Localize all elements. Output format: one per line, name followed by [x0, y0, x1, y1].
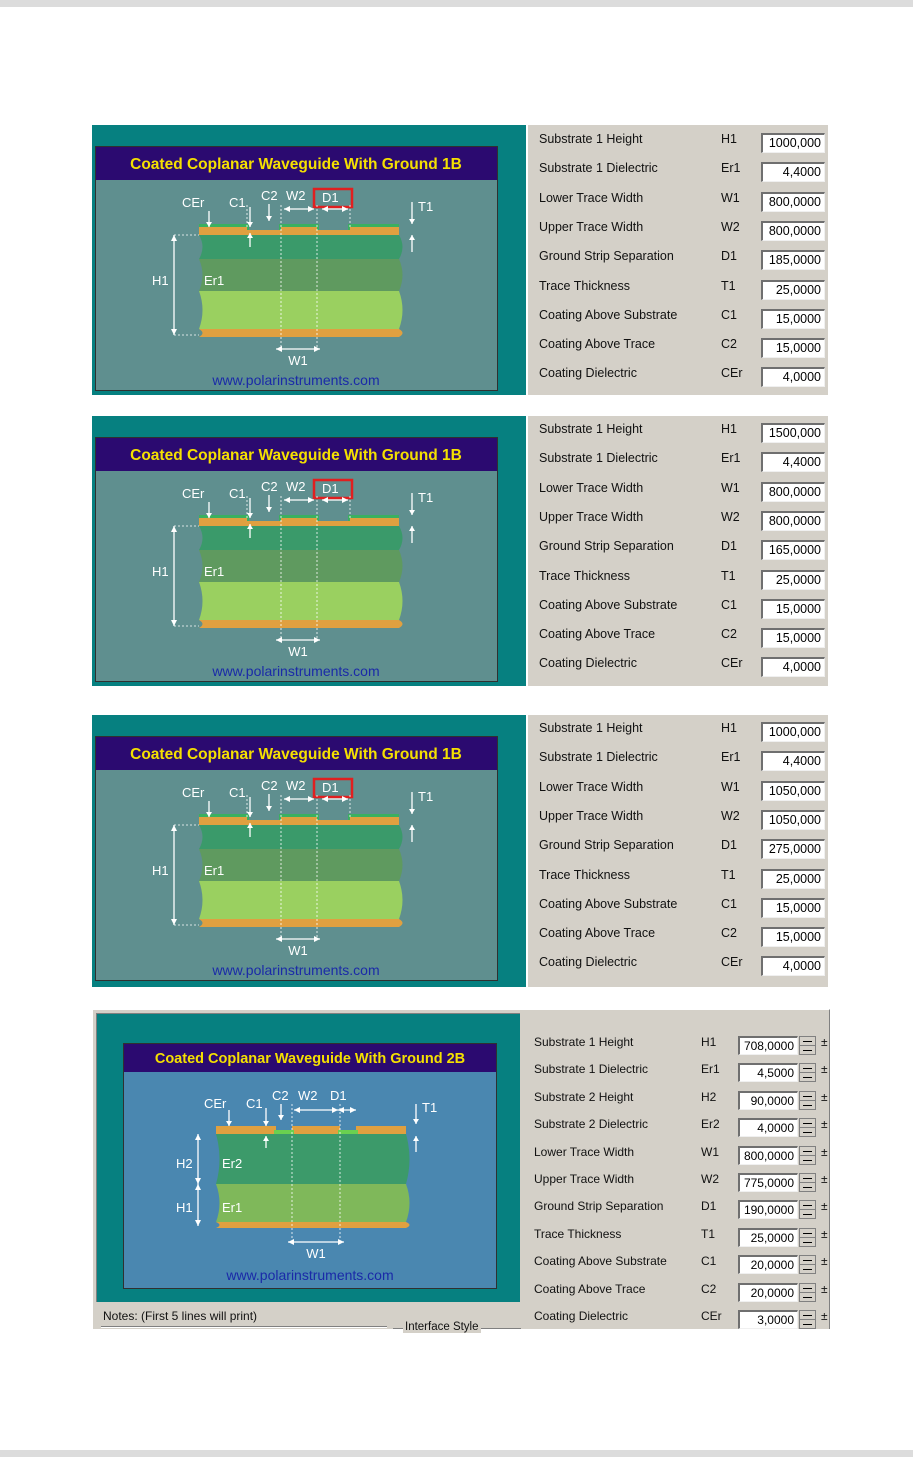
c1-label: C1: [229, 486, 246, 501]
param-label: Trace Thickness: [539, 867, 631, 882]
diagram-title: Coated Coplanar Waveguide With Ground 1B: [130, 447, 462, 464]
spin-button[interactable]: [799, 1255, 816, 1274]
param-row-w1: [523, 1140, 829, 1167]
param-label: Coating Dielectric: [539, 955, 637, 970]
param-symbol: C1: [721, 597, 737, 612]
substrate-lower: [199, 582, 403, 620]
diagram-title: Coated Coplanar Waveguide With Ground 1B: [130, 746, 462, 763]
screenshot-4: [92, 1009, 830, 1333]
param-label: Upper Trace Width: [539, 219, 644, 234]
h1-label: H1: [176, 1200, 193, 1215]
c1-label: C1: [229, 785, 246, 800]
param-value-input[interactable]: 800,0000: [738, 1146, 798, 1165]
param-row-cer: [528, 650, 828, 679]
param-row-c2: [523, 1277, 829, 1304]
notes-divider: [101, 1326, 387, 1328]
tolerance-symbol: ±: [821, 1172, 828, 1186]
w1-label: W1: [288, 353, 308, 368]
substrate-middle: [199, 259, 403, 291]
spin-up-icon[interactable]: [803, 1205, 812, 1206]
param-symbol: W1: [721, 779, 740, 794]
param-row-h1: [523, 1030, 829, 1057]
spin-down-icon[interactable]: [803, 1132, 812, 1133]
param-value-input[interactable]: 4,5000: [738, 1063, 798, 1082]
spin-down-icon[interactable]: [803, 1187, 812, 1188]
param-label: Coating Dielectric: [539, 656, 637, 671]
c1-label: C1: [246, 1096, 263, 1111]
website-url: www.polarinstruments.com: [212, 962, 380, 978]
param-symbol: H1: [721, 721, 737, 735]
param-value-input[interactable]: 4,0000: [761, 956, 825, 976]
param-label: Trace Thickness: [539, 278, 631, 293]
param-value-input[interactable]: 15,0000: [761, 599, 825, 619]
param-value-input[interactable]: 1000,000: [761, 133, 825, 153]
t1-label: T1: [418, 199, 434, 214]
cer-label: CEr: [182, 785, 205, 800]
param-symbol: W2: [721, 219, 740, 234]
param-value-input[interactable]: 1050,000: [761, 810, 825, 830]
param-value-input[interactable]: 25,0000: [761, 280, 825, 300]
param-value-input[interactable]: 3,0000: [738, 1310, 798, 1329]
param-row-h1: [528, 715, 828, 744]
param-symbol: Er1: [721, 451, 741, 466]
param-label: Ground Strip Separation: [539, 838, 674, 853]
substrate-2: [216, 1134, 410, 1184]
cer-label: CEr: [204, 1096, 227, 1111]
diagram-pane: [92, 125, 526, 395]
spin-button[interactable]: [799, 1283, 816, 1302]
ground-plane: [199, 620, 403, 628]
param-symbol: W1: [721, 480, 740, 495]
tolerance-symbol: ±: [821, 1309, 828, 1323]
diagram-pane: [96, 1013, 520, 1302]
param-label: Coating Above Trace: [539, 627, 656, 642]
tolerance-symbol: ±: [821, 1062, 828, 1077]
param-row-d1: [523, 1194, 829, 1221]
c2-label: C2: [261, 778, 278, 793]
param-row-d1: [528, 533, 828, 562]
param-label: Coating Dielectric: [534, 1309, 629, 1323]
c2-label: C2: [272, 1088, 289, 1103]
param-row-er1: [523, 1057, 829, 1084]
c2-label: C2: [261, 188, 278, 203]
cer-label: CEr: [182, 195, 205, 210]
parameter-panel: [526, 416, 828, 686]
spin-down-icon[interactable]: [803, 1269, 812, 1270]
substrate-lower: [199, 291, 403, 329]
spin-down-icon[interactable]: [803, 1105, 812, 1106]
ground-plane: [199, 919, 403, 927]
param-row-c2: [528, 920, 828, 949]
param-value-input[interactable]: 25,0000: [761, 570, 825, 590]
spin-down-icon[interactable]: [803, 1297, 812, 1298]
param-label: Coating Above Substrate: [534, 1254, 667, 1269]
param-value-input[interactable]: 4,4000: [761, 452, 825, 472]
param-row-c2: [528, 331, 828, 360]
param-row-w2: [528, 803, 828, 832]
param-label: Coating Dielectric: [539, 366, 637, 381]
spin-button[interactable]: [799, 1173, 816, 1192]
spin-up-icon[interactable]: [803, 1041, 812, 1042]
param-value-input[interactable]: 15,0000: [761, 309, 825, 329]
param-value-input[interactable]: 4,0000: [738, 1118, 798, 1137]
spin-up-icon[interactable]: [803, 1288, 812, 1289]
spin-down-icon[interactable]: [803, 1160, 812, 1161]
param-label: Coating Above Trace: [539, 926, 656, 941]
param-row-w1: [528, 774, 828, 803]
param-row-w2: [528, 504, 828, 533]
param-label: Upper Trace Width: [539, 509, 644, 524]
structure-diagram: [95, 736, 498, 981]
param-value-input[interactable]: 800,0000: [761, 482, 825, 502]
param-value-input[interactable]: 1000,000: [761, 722, 825, 742]
spin-button[interactable]: [799, 1118, 816, 1137]
param-label: Ground Strip Separation: [539, 249, 674, 264]
c2-label: C2: [261, 479, 278, 494]
top-rule: [0, 0, 913, 7]
param-symbol: W2: [721, 509, 740, 524]
param-row-c1: [528, 891, 828, 920]
substrate-upper: [199, 526, 403, 550]
tolerance-symbol: ±: [821, 1281, 828, 1296]
param-value-input[interactable]: 4,0000: [761, 657, 825, 677]
h1-label: H1: [152, 564, 169, 579]
param-row-c1: [528, 302, 828, 331]
param-row-cer: [523, 1304, 829, 1331]
param-row-t1: [528, 862, 828, 891]
cer-label: CEr: [182, 486, 205, 501]
param-value-input[interactable]: 15,0000: [761, 927, 825, 947]
param-symbol: C1: [721, 896, 737, 911]
param-value-input[interactable]: 185,0000: [761, 250, 825, 270]
param-symbol: C1: [721, 307, 737, 322]
t1-label: T1: [418, 490, 434, 505]
t1-label: T1: [418, 789, 434, 804]
param-value-input[interactable]: 800,0000: [761, 511, 825, 531]
bottom-rule: [0, 1450, 913, 1457]
spin-down-icon[interactable]: [803, 1242, 812, 1243]
er1-label: Er1: [204, 863, 225, 878]
diagram-title: Coated Coplanar Waveguide With Ground 1B: [130, 156, 462, 173]
substrate-lower: [199, 881, 403, 919]
param-symbol: W1: [721, 190, 740, 205]
param-label: Substrate 2 Dielectric: [534, 1117, 649, 1132]
param-row-cer: [528, 949, 828, 978]
structure-diagram: [95, 437, 498, 682]
spin-button[interactable]: [799, 1091, 816, 1110]
param-label: Upper Trace Width: [534, 1172, 635, 1186]
spin-down-icon[interactable]: [803, 1050, 812, 1051]
param-value-input[interactable]: 800,0000: [761, 192, 825, 212]
param-label: Substrate 1 Height: [539, 721, 643, 735]
param-row-d1: [528, 243, 828, 272]
param-value-input[interactable]: 165,0000: [761, 540, 825, 560]
diagram-pane: [92, 416, 526, 686]
param-value-input[interactable]: 4,0000: [761, 367, 825, 387]
param-label: Coating Above Substrate: [539, 597, 678, 612]
tolerance-symbol: ±: [821, 1035, 828, 1049]
spin-button[interactable]: [799, 1310, 816, 1329]
spin-up-icon[interactable]: [803, 1260, 812, 1261]
param-symbol: W1: [701, 1144, 719, 1159]
param-symbol: Er2: [701, 1117, 720, 1132]
param-row-er1: [528, 744, 828, 773]
param-row-er1: [528, 445, 828, 474]
c1-label: C1: [229, 195, 246, 210]
param-label: Substrate 1 Height: [539, 132, 643, 146]
param-label: Coating Above Trace: [539, 337, 656, 352]
param-row-cer: [528, 360, 828, 389]
substrate-middle: [199, 550, 403, 582]
spin-button[interactable]: [799, 1200, 816, 1219]
website-url: www.polarinstruments.com: [212, 663, 380, 679]
param-value-input[interactable]: 20,0000: [738, 1283, 798, 1302]
param-label: Substrate 2 Height: [534, 1089, 634, 1104]
param-label: Ground Strip Separation: [534, 1199, 664, 1214]
param-label: Substrate 1 Dielectric: [539, 750, 658, 765]
param-value-input[interactable]: 25,0000: [738, 1228, 798, 1247]
param-value-input[interactable]: 708,0000: [738, 1036, 798, 1055]
screenshot-1: [92, 125, 828, 395]
tolerance-symbol: ±: [821, 1199, 828, 1214]
param-value-input[interactable]: 20,0000: [738, 1255, 798, 1274]
param-label: Substrate 1 Dielectric: [539, 161, 658, 176]
w1-label: W1: [288, 943, 308, 958]
d1-label: D1: [322, 780, 339, 795]
ground-strip-left: [216, 1126, 276, 1134]
param-symbol: H1: [721, 422, 737, 436]
param-label: Substrate 1 Dielectric: [534, 1062, 649, 1077]
param-symbol: CEr: [721, 366, 743, 381]
substrate-middle: [199, 849, 403, 881]
param-row-c2: [528, 621, 828, 650]
param-value-input[interactable]: 1050,000: [761, 781, 825, 801]
tolerance-symbol: ±: [821, 1254, 828, 1269]
spin-up-icon[interactable]: [803, 1151, 812, 1152]
param-row-d1: [528, 832, 828, 861]
param-symbol: CEr: [701, 1309, 722, 1323]
param-symbol: Er1: [721, 750, 741, 765]
spin-up-icon[interactable]: [803, 1178, 812, 1179]
param-symbol: C2: [721, 627, 737, 642]
spin-button[interactable]: [799, 1146, 816, 1165]
param-symbol: W2: [701, 1172, 719, 1186]
param-symbol: C2: [721, 337, 737, 352]
ground-plane: [216, 1222, 410, 1228]
param-value-input[interactable]: 15,0000: [761, 628, 825, 648]
param-label: Coating Above Trace: [534, 1281, 646, 1296]
param-label: Lower Trace Width: [539, 190, 644, 205]
param-symbol: C2: [701, 1281, 717, 1296]
er2-label: Er2: [222, 1156, 243, 1171]
spin-button[interactable]: [799, 1228, 816, 1247]
param-value-input[interactable]: 25,0000: [761, 869, 825, 889]
screenshot-2: [92, 416, 828, 686]
param-symbol: H1: [721, 132, 737, 146]
param-value-input[interactable]: 4,4000: [761, 751, 825, 771]
param-row-w2: [528, 214, 828, 243]
param-symbol: CEr: [721, 955, 743, 970]
param-label: Lower Trace Width: [539, 779, 644, 794]
param-label: Trace Thickness: [534, 1226, 622, 1241]
tolerance-symbol: ±: [821, 1089, 828, 1104]
param-value-input[interactable]: 90,0000: [738, 1091, 798, 1110]
param-label: Coating Above Substrate: [539, 307, 678, 322]
d1-label: D1: [330, 1088, 347, 1103]
param-row-c1: [528, 592, 828, 621]
param-symbol: D1: [721, 838, 737, 853]
signal-trace: [292, 1126, 340, 1134]
param-symbol: H2: [701, 1089, 717, 1104]
param-value-input[interactable]: 275,0000: [761, 839, 825, 859]
website-url: www.polarinstruments.com: [212, 372, 380, 388]
param-symbol: H1: [701, 1035, 717, 1049]
tolerance-symbol: ±: [821, 1226, 828, 1241]
spin-down-icon[interactable]: [803, 1214, 812, 1215]
param-symbol: C1: [701, 1254, 717, 1269]
w2-label: W2: [286, 778, 306, 793]
h2-label: H2: [176, 1156, 193, 1171]
param-value-input[interactable]: 775,0000: [738, 1173, 798, 1192]
param-row-h1: [528, 126, 828, 155]
w2-label: W2: [286, 479, 306, 494]
d1-label: D1: [322, 481, 339, 496]
param-value-input[interactable]: 15,0000: [761, 338, 825, 358]
param-label: Upper Trace Width: [539, 808, 644, 823]
param-symbol: CEr: [721, 656, 743, 671]
param-row-c1: [523, 1249, 829, 1276]
param-row-t1: [523, 1222, 829, 1249]
tolerance-symbol: ±: [821, 1117, 828, 1132]
param-value-input[interactable]: 800,0000: [761, 221, 825, 241]
parameter-panel: [526, 715, 828, 987]
param-symbol: D1: [721, 249, 737, 264]
screenshot-3: [92, 715, 828, 987]
substrate-upper: [199, 235, 403, 259]
spin-button[interactable]: [799, 1036, 816, 1055]
substrate-upper: [199, 825, 403, 849]
spin-down-icon[interactable]: [803, 1324, 812, 1325]
er1-label: Er1: [222, 1200, 243, 1215]
spin-up-icon[interactable]: [803, 1096, 812, 1097]
param-symbol: W2: [721, 808, 740, 823]
param-row-er1: [528, 155, 828, 184]
param-row-w2: [523, 1167, 829, 1194]
param-symbol: D1: [701, 1199, 717, 1214]
param-label: Lower Trace Width: [534, 1144, 635, 1159]
spin-up-icon[interactable]: [803, 1123, 812, 1124]
param-row-h2: [523, 1085, 829, 1112]
diagram-pane: [92, 715, 526, 987]
w2-label: W2: [286, 188, 306, 203]
spin-down-icon[interactable]: [803, 1077, 812, 1078]
h1-label: H1: [152, 863, 169, 878]
param-value-input[interactable]: 190,0000: [738, 1200, 798, 1219]
er1-label: Er1: [204, 273, 225, 288]
parameter-panel: [523, 1010, 829, 1329]
parameter-panel: [526, 125, 828, 395]
structure-diagram: [95, 146, 498, 391]
param-value-input[interactable]: 1500,000: [761, 423, 825, 443]
ground-plane: [199, 329, 403, 337]
param-label: Trace Thickness: [539, 568, 631, 583]
param-symbol: Er1: [701, 1062, 720, 1077]
structure-diagram: [123, 1043, 497, 1289]
h1-label: H1: [152, 273, 169, 288]
param-symbol: T1: [701, 1226, 716, 1241]
signal-trace: [281, 817, 317, 821]
param-label: Substrate 1 Dielectric: [539, 451, 658, 466]
signal-trace: [281, 227, 317, 231]
spin-up-icon[interactable]: [803, 1068, 812, 1069]
param-row-er2: [523, 1112, 829, 1139]
param-symbol: T1: [721, 568, 736, 583]
spin-button[interactable]: [799, 1063, 816, 1082]
param-label: Substrate 1 Height: [534, 1035, 634, 1049]
param-row-t1: [528, 563, 828, 592]
param-label: Substrate 1 Height: [539, 422, 643, 436]
notes-label: Notes: (First 5 lines will print): [103, 1309, 258, 1323]
substrate-1: [216, 1184, 410, 1222]
t1-label: T1: [422, 1100, 438, 1115]
w1-label: W1: [288, 644, 308, 659]
signal-trace: [281, 518, 317, 522]
param-symbol: Er1: [721, 161, 741, 176]
param-symbol: C2: [721, 926, 737, 941]
param-value-input[interactable]: 15,0000: [761, 898, 825, 918]
param-label: Coating Above Substrate: [539, 896, 678, 911]
param-row-w1: [528, 475, 828, 504]
w2-label: W2: [298, 1088, 318, 1103]
diagram-title: Coated Coplanar Waveguide With Ground 2B: [154, 1051, 466, 1067]
param-label: Lower Trace Width: [539, 480, 644, 495]
param-row-t1: [528, 273, 828, 302]
param-value-input[interactable]: 4,4000: [761, 162, 825, 182]
er1-label: Er1: [204, 564, 225, 579]
spin-up-icon[interactable]: [803, 1315, 812, 1316]
website-url: www.polarinstruments.com: [226, 1267, 394, 1283]
tolerance-symbol: ±: [821, 1144, 828, 1159]
spin-up-icon[interactable]: [803, 1233, 812, 1234]
ground-strip-right: [356, 1126, 406, 1134]
param-label: Ground Strip Separation: [539, 539, 674, 554]
param-symbol: T1: [721, 278, 736, 293]
param-symbol: D1: [721, 539, 737, 554]
param-row-w1: [528, 185, 828, 214]
w1-label: W1: [306, 1246, 326, 1261]
interface-style-label: Interface Style: [405, 1321, 479, 1333]
d1-label: D1: [322, 190, 339, 205]
param-symbol: T1: [721, 867, 736, 882]
param-row-h1: [528, 416, 828, 445]
